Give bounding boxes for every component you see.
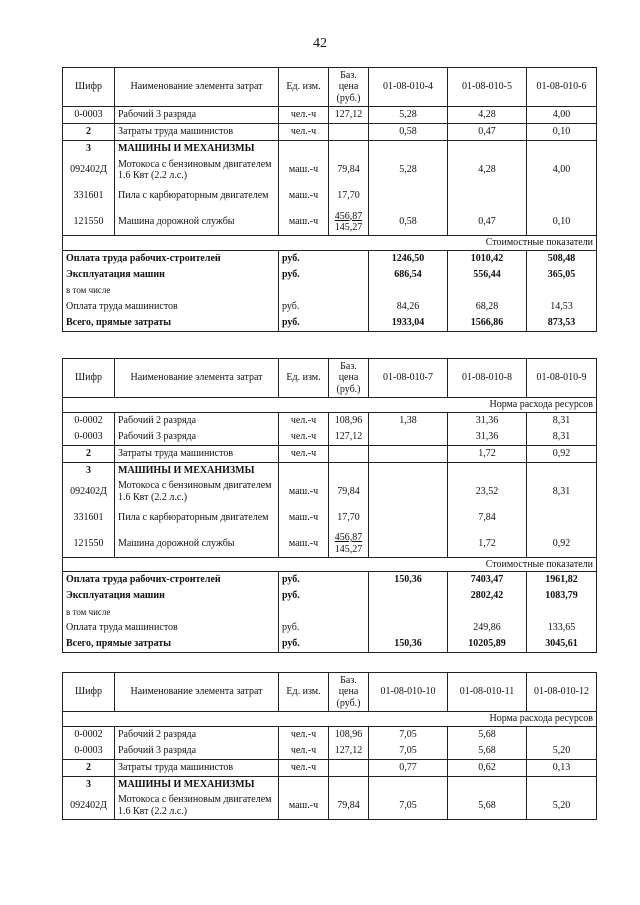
cost-label-row xyxy=(63,557,597,572)
cost-label: Стоимостные показатели xyxy=(63,557,597,572)
total-row xyxy=(63,283,597,299)
total-value: 1246,50 xyxy=(369,250,448,267)
total-value: 1566,86 xyxy=(448,315,527,332)
header-column: 01-08-010-6 xyxy=(527,68,597,107)
norm-label-row xyxy=(63,712,597,727)
price-denominator: 145,27 xyxy=(334,543,363,555)
row-value: 4,28 xyxy=(448,107,527,124)
row-value: 7,05 xyxy=(369,793,448,820)
table-row xyxy=(63,505,597,531)
total-unit: руб. xyxy=(279,636,329,653)
total-value: 556,44 xyxy=(448,267,527,283)
row-value: 5,20 xyxy=(527,743,597,760)
table-row xyxy=(63,141,597,158)
row-unit xyxy=(279,141,329,158)
total-value xyxy=(369,604,448,620)
row-price: 108,96 xyxy=(329,726,369,743)
row-value: 5,68 xyxy=(448,743,527,760)
row-price: 108,96 xyxy=(329,412,369,429)
total-label: Эксплуатация машин xyxy=(63,588,279,604)
header-price: Баз. цена (руб.) xyxy=(329,673,369,712)
total-label: Оплата труда машинистов xyxy=(63,620,279,636)
row-value: 8,31 xyxy=(527,479,597,505)
total-row xyxy=(63,299,597,315)
row-code: 331601 xyxy=(63,183,115,209)
row-name: Машина дорожной службы xyxy=(115,209,279,236)
total-value: 1083,79 xyxy=(527,588,597,604)
row-name: Рабочий 3 разряда xyxy=(115,107,279,124)
row-value xyxy=(448,462,527,479)
total-unit xyxy=(279,604,329,620)
row-value: 31,36 xyxy=(448,412,527,429)
row-price xyxy=(329,124,369,141)
row-value xyxy=(369,531,448,558)
page-number: 42 xyxy=(313,36,327,51)
row-code: 3 xyxy=(63,462,115,479)
total-price-blank xyxy=(329,620,369,636)
total-unit: руб. xyxy=(279,588,329,604)
header-column: 01-08-010-5 xyxy=(448,68,527,107)
total-price-blank xyxy=(329,299,369,315)
table-row xyxy=(63,183,597,209)
row-code: 0-0003 xyxy=(63,429,115,446)
total-value: 508,48 xyxy=(527,250,597,267)
total-value xyxy=(448,283,527,299)
row-value: 1,72 xyxy=(448,531,527,558)
total-price-blank xyxy=(329,572,369,589)
total-value: 873,53 xyxy=(527,315,597,332)
row-value xyxy=(527,776,597,793)
table-row xyxy=(63,462,597,479)
total-value: 249,86 xyxy=(448,620,527,636)
row-unit: маш.-ч xyxy=(279,209,329,236)
table-row xyxy=(63,759,597,776)
row-value: 0,10 xyxy=(527,209,597,236)
row-price xyxy=(329,141,369,158)
header-code: Шифр xyxy=(63,673,115,712)
row-code: 0-0002 xyxy=(63,726,115,743)
row-price xyxy=(329,531,369,558)
row-code: 2 xyxy=(63,124,115,141)
row-name: Мотокоса с бензиновым двигателем 1.6 Квт (2.2 л.с.) xyxy=(115,479,279,505)
row-code: 092402Д xyxy=(63,793,115,820)
header-column: 01-08-010-8 xyxy=(448,359,527,398)
norm-label: Норма расхода ресурсов xyxy=(63,712,597,727)
total-row xyxy=(63,588,597,604)
row-value: 23,52 xyxy=(448,479,527,505)
total-row xyxy=(63,250,597,267)
total-value: 2802,42 xyxy=(448,588,527,604)
total-value: 84,26 xyxy=(369,299,448,315)
row-unit: маш.-ч xyxy=(279,183,329,209)
row-unit: чел.-ч xyxy=(279,429,329,446)
total-price-blank xyxy=(329,588,369,604)
row-unit: маш.-ч xyxy=(279,157,329,183)
table-row xyxy=(63,793,597,820)
row-value: 7,05 xyxy=(369,743,448,760)
table-row xyxy=(63,743,597,760)
header-row xyxy=(63,673,597,712)
row-value: 0,47 xyxy=(448,209,527,236)
total-value: 3045,61 xyxy=(527,636,597,653)
table-row xyxy=(63,429,597,446)
row-code: 0-0003 xyxy=(63,743,115,760)
table-row xyxy=(63,209,597,236)
cost-table-1 xyxy=(62,67,597,332)
header-name: Наименование элемента затрат xyxy=(115,673,279,712)
row-value xyxy=(369,429,448,446)
header-unit: Ед. изм. xyxy=(279,673,329,712)
total-value: 1961,82 xyxy=(527,572,597,589)
row-name: МАШИНЫ И МЕХАНИЗМЫ xyxy=(115,141,279,158)
table-row xyxy=(63,412,597,429)
header-column: 01-08-010-4 xyxy=(369,68,448,107)
row-price: 17,70 xyxy=(329,505,369,531)
row-value: 4,00 xyxy=(527,107,597,124)
row-code: 3 xyxy=(63,141,115,158)
header-price: Баз. цена (руб.) xyxy=(329,68,369,107)
total-value: 1010,42 xyxy=(448,250,527,267)
table-row xyxy=(63,157,597,183)
header-column: 01-08-010-11 xyxy=(448,673,527,712)
row-value xyxy=(527,141,597,158)
row-unit: чел.-ч xyxy=(279,412,329,429)
table-row xyxy=(63,531,597,558)
row-value: 8,31 xyxy=(527,412,597,429)
total-label: в том числе xyxy=(63,604,279,620)
total-label: Оплата труда рабочих-строителей xyxy=(63,572,279,589)
total-value: 7403,47 xyxy=(448,572,527,589)
total-row xyxy=(63,267,597,283)
row-value xyxy=(527,726,597,743)
row-name: Мотокоса с бензиновым двигателем 1.6 Квт (2.2 л.с.) xyxy=(115,793,279,820)
row-value xyxy=(369,479,448,505)
row-value xyxy=(369,776,448,793)
row-value xyxy=(527,505,597,531)
total-value xyxy=(369,283,448,299)
row-price: 127,12 xyxy=(329,429,369,446)
row-price: 127,12 xyxy=(329,107,369,124)
row-value: 5,28 xyxy=(369,107,448,124)
total-unit: руб. xyxy=(279,620,329,636)
total-row xyxy=(63,604,597,620)
total-label: Всего, прямые затраты xyxy=(63,636,279,653)
row-value: 5,68 xyxy=(448,793,527,820)
row-price xyxy=(329,776,369,793)
row-value xyxy=(448,141,527,158)
total-value: 68,28 xyxy=(448,299,527,315)
row-value xyxy=(369,462,448,479)
row-unit: чел.-ч xyxy=(279,445,329,462)
row-value xyxy=(448,183,527,209)
header-name: Наименование элемента затрат xyxy=(115,359,279,398)
total-value xyxy=(527,283,597,299)
row-value: 4,00 xyxy=(527,157,597,183)
row-name: Пила с карбюраторным двигателем xyxy=(115,183,279,209)
header-unit: Ед. изм. xyxy=(279,359,329,398)
row-price xyxy=(329,445,369,462)
row-value xyxy=(527,462,597,479)
table-row xyxy=(63,445,597,462)
table-row xyxy=(63,726,597,743)
row-name: Рабочий 2 разряда xyxy=(115,726,279,743)
row-unit: чел.-ч xyxy=(279,759,329,776)
row-unit xyxy=(279,776,329,793)
row-name: МАШИНЫ И МЕХАНИЗМЫ xyxy=(115,776,279,793)
header-row xyxy=(63,68,597,107)
table-row xyxy=(63,107,597,124)
total-price-blank xyxy=(329,315,369,332)
row-value: 0,13 xyxy=(527,759,597,776)
row-value xyxy=(369,183,448,209)
row-value: 8,31 xyxy=(527,429,597,446)
row-name: Рабочий 3 разряда xyxy=(115,429,279,446)
total-label: Эксплуатация машин xyxy=(63,267,279,283)
norm-label-row xyxy=(63,398,597,413)
row-name: Пила с карбюраторным двигателем xyxy=(115,505,279,531)
row-code: 2 xyxy=(63,759,115,776)
row-name: Рабочий 3 разряда xyxy=(115,743,279,760)
total-value: 150,36 xyxy=(369,572,448,589)
total-value: 1933,04 xyxy=(369,315,448,332)
total-row xyxy=(63,636,597,653)
price-numerator: 456,87 xyxy=(334,210,363,222)
total-value: 14,53 xyxy=(527,299,597,315)
row-code: 0-0003 xyxy=(63,107,115,124)
table-row xyxy=(63,776,597,793)
row-value: 1,72 xyxy=(448,445,527,462)
row-value xyxy=(369,505,448,531)
row-code: 121550 xyxy=(63,531,115,558)
total-price-blank xyxy=(329,604,369,620)
row-value: 0,47 xyxy=(448,124,527,141)
total-price-blank xyxy=(329,267,369,283)
row-name: МАШИНЫ И МЕХАНИЗМЫ xyxy=(115,462,279,479)
total-unit: руб. xyxy=(279,250,329,267)
row-unit: маш.-ч xyxy=(279,793,329,820)
row-price: 127,12 xyxy=(329,743,369,760)
row-unit: чел.-ч xyxy=(279,124,329,141)
total-unit: руб. xyxy=(279,315,329,332)
cost-label-row xyxy=(63,236,597,251)
total-price-blank xyxy=(329,250,369,267)
total-value: 133,65 xyxy=(527,620,597,636)
row-price: 79,84 xyxy=(329,793,369,820)
row-value xyxy=(448,776,527,793)
row-value: 0,10 xyxy=(527,124,597,141)
total-price-blank xyxy=(329,636,369,653)
total-unit xyxy=(279,283,329,299)
cost-table-2 xyxy=(62,358,597,653)
row-value: 7,84 xyxy=(448,505,527,531)
header-column: 01-08-010-10 xyxy=(369,673,448,712)
price-denominator: 145,27 xyxy=(334,222,363,233)
row-code: 2 xyxy=(63,445,115,462)
header-name: Наименование элемента затрат xyxy=(115,68,279,107)
header-code: Шифр xyxy=(63,359,115,398)
row-name: Машина дорожной службы xyxy=(115,531,279,558)
total-label: Оплата труда машинистов xyxy=(63,299,279,315)
row-name: Затраты труда машинистов xyxy=(115,445,279,462)
total-label: Оплата труда рабочих-строителей xyxy=(63,250,279,267)
row-code: 092402Д xyxy=(63,157,115,183)
row-unit: маш.-ч xyxy=(279,479,329,505)
total-label: в том числе xyxy=(63,283,279,299)
header-row xyxy=(63,359,597,398)
row-unit: маш.-ч xyxy=(279,505,329,531)
row-price xyxy=(329,759,369,776)
row-value: 1,38 xyxy=(369,412,448,429)
total-value: 10205,89 xyxy=(448,636,527,653)
row-value: 7,05 xyxy=(369,726,448,743)
total-unit: руб. xyxy=(279,299,329,315)
table-row xyxy=(63,124,597,141)
row-price: 79,84 xyxy=(329,157,369,183)
row-price: 79,84 xyxy=(329,479,369,505)
total-value xyxy=(527,604,597,620)
row-unit: чел.-ч xyxy=(279,743,329,760)
total-row xyxy=(63,315,597,332)
row-value: 0,92 xyxy=(527,531,597,558)
total-value xyxy=(448,604,527,620)
row-code: 0-0002 xyxy=(63,412,115,429)
header-unit: Ед. изм. xyxy=(279,68,329,107)
header-column: 01-08-010-7 xyxy=(369,359,448,398)
row-value xyxy=(369,141,448,158)
cost-label: Стоимостные показатели xyxy=(63,236,597,251)
row-value: 31,36 xyxy=(448,429,527,446)
header-column: 01-08-010-9 xyxy=(527,359,597,398)
total-row xyxy=(63,620,597,636)
total-price-blank xyxy=(329,283,369,299)
row-unit: чел.-ч xyxy=(279,726,329,743)
row-name: Мотокоса с бензиновым двигателем 1.6 Квт (2.2 л.с.) xyxy=(115,157,279,183)
total-unit: руб. xyxy=(279,572,329,589)
norm-label: Норма расхода ресурсов xyxy=(63,398,597,413)
row-value: 5,20 xyxy=(527,793,597,820)
row-code: 331601 xyxy=(63,505,115,531)
row-unit: чел.-ч xyxy=(279,107,329,124)
row-price xyxy=(329,209,369,236)
row-value xyxy=(369,445,448,462)
total-value xyxy=(369,588,448,604)
row-code: 3 xyxy=(63,776,115,793)
price-numerator: 456,87 xyxy=(334,532,363,543)
row-value: 0,58 xyxy=(369,124,448,141)
row-name: Затраты труда машинистов xyxy=(115,759,279,776)
row-code: 121550 xyxy=(63,209,115,236)
row-value: 4,28 xyxy=(448,157,527,183)
row-value: 0,77 xyxy=(369,759,448,776)
total-value: 365,05 xyxy=(527,267,597,283)
row-value: 5,28 xyxy=(369,157,448,183)
total-value xyxy=(369,620,448,636)
row-value: 0,58 xyxy=(369,209,448,236)
row-value: 5,68 xyxy=(448,726,527,743)
total-label: Всего, прямые затраты xyxy=(63,315,279,332)
header-column: 01-08-010-12 xyxy=(527,673,597,712)
row-unit: маш.-ч xyxy=(279,531,329,558)
table-row xyxy=(63,479,597,505)
total-unit: руб. xyxy=(279,267,329,283)
row-unit xyxy=(279,462,329,479)
row-code: 092402Д xyxy=(63,479,115,505)
row-value: 0,62 xyxy=(448,759,527,776)
row-value: 0,92 xyxy=(527,445,597,462)
row-name: Затраты труда машинистов xyxy=(115,124,279,141)
row-value xyxy=(527,183,597,209)
total-value: 150,36 xyxy=(369,636,448,653)
total-value: 686,54 xyxy=(369,267,448,283)
row-price xyxy=(329,462,369,479)
total-row xyxy=(63,572,597,589)
header-price: Баз. цена (руб.) xyxy=(329,359,369,398)
cost-table-3 xyxy=(62,672,597,820)
row-name: Рабочий 2 разряда xyxy=(115,412,279,429)
row-price: 17,70 xyxy=(329,183,369,209)
header-code: Шифр xyxy=(63,68,115,107)
